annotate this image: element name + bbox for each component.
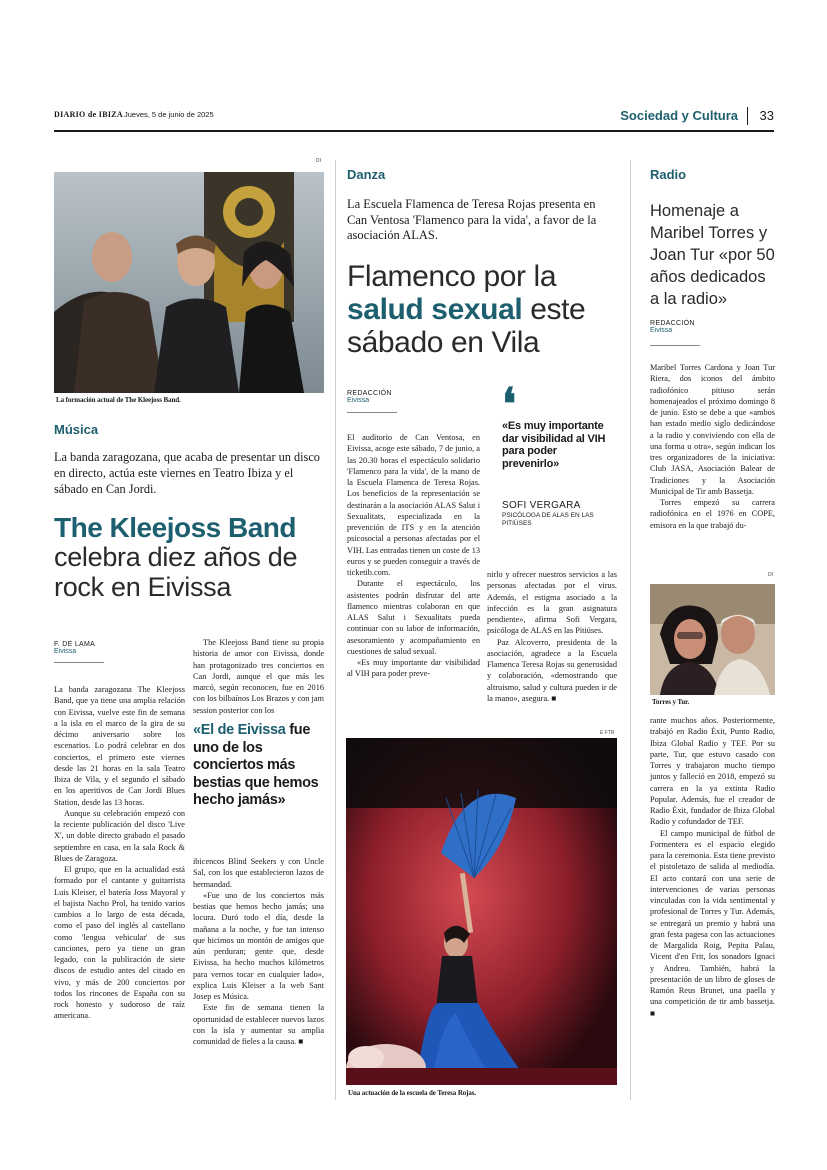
torres-tur-photo-caption: Torres y Tur. — [652, 698, 690, 706]
music-photo-credit: DI — [316, 158, 321, 164]
dance-column-2 — [487, 569, 617, 704]
radio-photo-credit: DI — [768, 572, 773, 578]
music-paragraph: «Fue uno de los conciertos más bestias que hemos hecho jamás; una locura. Duró todo el día, desde la mañana a la noche, y fue tan intenso que hicimos un montón de amigos que aún perduran; gente que, desde Eivissa, ha hecho muchos kilómetros para vernos tocar en cualquier lado», explica Luis Kleiser a la web Sant Josep es Música. — [193, 890, 324, 1001]
radio-paragraph: Maribel Torres Cardona y Joan Tur Riera, dos iconos del ámbito radiofónico pitiuso serán homenajeados el próximo domingo 8 de junio. Esto se debe a que «ambos han estado medio siglo dedicándose a la radio y conviviendo con ella de una forma u otra», según indican los tres organizadores de la iniciativa: Club JASA, Asociación Balear de Tradiciones y la Asociación Municipal de Tir amb Bassetja. — [650, 363, 775, 496]
dance-kicker: Danza — [347, 167, 386, 182]
radio-byline — [650, 320, 695, 334]
dance-quote: «Es muy importante dar visibilidad al VIH para poder prevenirlo» — [502, 420, 606, 470]
dance-headline-part-2: este sábado en Vila — [347, 293, 586, 359]
dance-paragraph: nirlo y ofrecer nuestros servicios a las personas afectadas por el virus. Además, el estigma asociado a la infección es la gran asignatura pendiente», afirma Sofi Vergara, psicóloga de ALAS en las Pitiüses. — [487, 570, 617, 636]
music-byline-author: F. DE LAMA — [54, 641, 96, 648]
dance-paragraph: «Es muy importante dar visibilidad al VIH para poder preve- — [347, 658, 480, 679]
dance-byline — [347, 390, 392, 404]
masthead — [54, 108, 774, 130]
dance-paragraph: Paz Alcoverro, presidenta de la asociación, agradece a la Escuela Flamenca Teresa Rojas su generosidad y colaboración, «demostrando que altruismo, salud y cultura pueden ir de la mano», asegura. ■ — [487, 637, 617, 703]
music-kicker: Música — [54, 422, 99, 437]
dance-quote-role: PSICÓLOGA DE ALAS EN LAS PITIÜSES — [502, 512, 594, 527]
radio-paragraph: rante muchos años. Posteriormente, trabajó en Radio Èxit, Punto Radio, Ibiza Global Radio y TEF. Por su parte, Tur, que estuvo casado con Torres y trabajaron mucho tiempo juntos y falleció en 2018, empezó su carrera en la ya extinta Radio Popular. Además, fue el creador de Radio Èxit, fundador de Ibiza Global Radio y cofundador de TEF. — [650, 716, 775, 827]
music-pullquote — [193, 722, 328, 810]
radio-paragraph: El campo municipal de fútbol de Formentera es el espacio elegido para la ceremonia. Esta tiene previsto el pistoletazo de salida al mediodía. El acto contará con una serie de intervenciones de varias personas vinculadas con la vida sentimental y profesional de Torres y Tur. Además, se entregará un premio y habrá una gran festa pagesa con las actuaciones de Margalida Roig, Pepita Palau, Vicent d'en Frit, los sonadors Ignaci y Andreu. También, habrá la presentación de un libro de gloses de Ramón Reus Brunet, una paella y una competición de tir amb bassetja. ■ — [650, 828, 775, 1018]
newspaper-logo: DIARIO de IBIZA — [54, 110, 123, 119]
music-column-2-bottom — [193, 856, 324, 1047]
music-paragraph: El grupo, que en la actualidad está formado por el cantante y guitarrista Luis Kleiser, el batería Joss Mayoral y el bajista Nacho Prol, ha tenido varios cambios a lo largo de esta década, como el paso del inglés al castellano como 'lengua vehicular' de sus canciones, pero ya tiene un gran legado, con la publicación de siete discos de estudio antes del citado en vivo, y más de 200 conciertos por todos los rincones de España con su rock honesto y sudoroso de raíz americana. — [54, 865, 185, 1021]
page-number: 33 — [759, 108, 774, 123]
music-paragraph: ibicencos Blind Seekers y con Uncle Sal, con los que establecieron lazos de hermandad. — [193, 857, 324, 889]
music-paragraph: Este fin de semana tienen la oportunidad de establecer nuevos lazos con la isla y aumentar su amplia comunidad de fieles a la causa. ■ — [193, 1003, 324, 1046]
dance-photo-credit: E FTR — [600, 730, 615, 736]
radio-byline-divider — [650, 345, 700, 346]
music-headline — [54, 512, 329, 603]
flamenco-photo-caption: Una actuación de la escuela de Teresa Rojas. — [348, 1089, 477, 1097]
dance-quote-author: SOFI VERGARA — [502, 500, 581, 511]
quote-mark-icon: ❛ — [502, 379, 517, 430]
radio-headline: Homenaje a Maribel Torres y Joan Tur «por 50 años dedicados a la radio» — [650, 202, 775, 308]
music-paragraph: La banda zaragozana The Kleejoss Band, que ya tiene una amplia relación con Eivissa, vuelve este fin de semana a la isla en el marco de la gira de su décimo aniversario sobre los escenarios. Lo podrá celebrar en dos conciertos, el primero este viernes desde las 21 horas en la sala Teatro Ibiza de Vila, y el segundo el sábado en los aperitivos de Can Jordi Blues Station, desde las 13 horas. — [54, 685, 185, 807]
masthead-rule — [54, 130, 774, 132]
music-column-2-top — [193, 637, 324, 716]
dance-headline — [347, 260, 607, 359]
music-headline-light: celebra diez años de rock en Eivissa — [54, 542, 298, 603]
pullquote-text: fue uno de los conciertos más bestias que hemos hecho jamás» — [193, 722, 319, 808]
dance-paragraph: Durante el espectáculo, los asistentes podrán disfrutar del arte flamenco mientras colaboran en que ALAS Salut i Sexualitats pueda continuar con su labor de información, asesoramiento y acompañamiento en cuestiones de salud sexual. — [347, 579, 480, 656]
music-headline-bold: The Kleejoss Band — [54, 512, 297, 543]
radio-byline-author: REDACCIÓN — [650, 320, 695, 327]
flamenco-photo — [346, 738, 617, 1085]
band-photo-image — [54, 172, 324, 393]
band-photo — [54, 172, 324, 393]
music-byline-divider — [54, 662, 104, 663]
dance-headline-bold: salud sexual — [347, 293, 523, 326]
dance-byline-divider — [347, 412, 397, 413]
section-name: Sociedad y Cultura — [620, 108, 738, 123]
music-column-1 — [54, 684, 185, 1022]
music-paragraph: The Kleejoss Band tiene su propia historia de amor con Eivissa, donde han protagonizado tres conciertos en Can Jordi, aunque el que más les marcó, según reconocen, fue en 2016 con los bilbaínos Los Brazos y con jam session posterior con los — [193, 638, 324, 715]
radio-byline-location: Eivissa — [650, 327, 673, 334]
radio-column-bottom — [650, 715, 775, 1019]
dance-paragraph: El auditorio de Can Ventosa, en Eivissa, acoge este sábado, 7 de junio, a las 20.30 horas el espectáculo solidario 'Flamenco para la vida', de la mano de la Escuela Flamenca de Teresa Rojas. Los beneficios de la representación se destinarán a la asociación ALAS Salut i Sexualitats, especializada en la prevención de ITS y en la atención psicosocial a personas afectadas por el VIH. Las entradas tienen un coste de 13 euros y se pueden conseguir a través de ticketib.com. — [347, 433, 480, 577]
column-divider — [335, 160, 336, 1100]
dance-column-1 — [347, 432, 480, 680]
masthead-divider — [747, 107, 748, 125]
radio-paragraph: Torres empezó su carrera radiofónica en el 1976 en COPE, emisora en la que trabajó du- — [650, 498, 775, 530]
dance-byline-author: REDACCIÓN — [347, 390, 392, 397]
radio-kicker: Radio — [650, 167, 687, 182]
music-byline — [54, 641, 95, 655]
dance-subtitle: La Escuela Flamenca de Teresa Rojas presenta en Can Ventosa 'Flamenco para la vida', a favor de la asociación ALAS. — [347, 197, 597, 242]
torres-tur-photo-image — [650, 584, 775, 695]
dance-byline-location: Eivissa — [347, 397, 370, 404]
music-paragraph: Aunque su celebración empezó con la reciente publicación del disco 'Live X', un doble directo grabado el pasado septiembre en casa, en la sala Rock & Blues de Zaragoza. — [54, 808, 185, 863]
column-divider — [630, 160, 631, 1100]
music-subtitle: La banda zaragozana, que acaba de presentar un disco en directo, actúa este viernes en Teatro Ibiza y el sábado en Can Jordi. — [54, 450, 320, 496]
issue-date: Jueves, 5 de junio de 2025 — [124, 110, 214, 119]
dance-headline-part-1: Flamenco por la — [347, 260, 557, 293]
music-byline-location: Eivissa — [54, 648, 77, 655]
pullquote-lead: «El de Eivissa — [193, 722, 286, 738]
radio-column-top — [650, 362, 775, 531]
flamenco-photo-image — [346, 738, 617, 1085]
band-photo-caption: La formación actual de The Kleejoss Band. — [56, 396, 181, 404]
torres-tur-photo — [650, 584, 775, 695]
